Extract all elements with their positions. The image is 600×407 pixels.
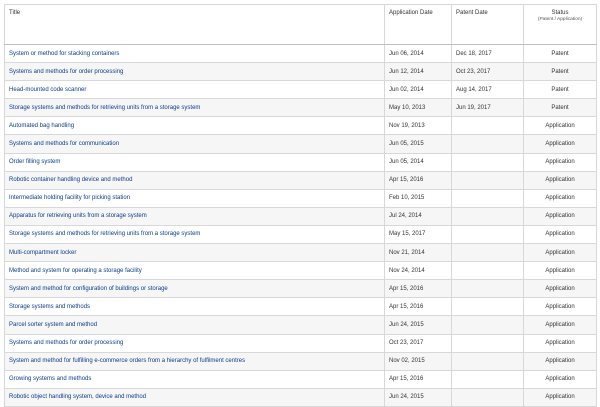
patent-date-cell (452, 316, 524, 334)
application-date-cell: Jun 12, 2014 (385, 63, 452, 81)
patent-title-link[interactable]: Multi-compartment locker (5, 244, 385, 262)
patent-title-link[interactable]: Storage systems and methods for retrieving units from a storage system (5, 99, 385, 117)
patent-date-cell: Oct 23, 2017 (452, 63, 524, 81)
table-row (5, 117, 597, 135)
table-row (5, 244, 597, 262)
status-cell: Application (524, 388, 597, 406)
table-row (5, 352, 597, 370)
application-date-cell: Jun 24, 2015 (385, 388, 452, 406)
status-cell: Application (524, 244, 597, 262)
application-date-cell: Apr 15, 2016 (385, 298, 452, 316)
status-cell: Application (524, 189, 597, 207)
status-cell: Application (524, 262, 597, 280)
application-date-column-header: Application Date (385, 5, 452, 45)
status-cell: Application (524, 171, 597, 189)
patent-date-cell (452, 262, 524, 280)
patent-date-cell (452, 244, 524, 262)
application-date-cell: Nov 21, 2014 (385, 244, 452, 262)
status-cell: Application (524, 225, 597, 243)
patent-date-cell (452, 153, 524, 171)
patent-date-cell (452, 334, 524, 352)
patent-date-cell (452, 171, 524, 189)
table-row (5, 298, 597, 316)
table-row (5, 225, 597, 243)
application-date-cell: Nov 24, 2014 (385, 262, 452, 280)
status-cell: Application (524, 298, 597, 316)
patent-title-link[interactable]: Automated bag handling (5, 117, 385, 135)
application-date-cell: Jun 05, 2014 (385, 153, 452, 171)
status-cell: Patent (524, 45, 597, 63)
application-date-cell: Feb 10, 2015 (385, 189, 452, 207)
status-header-label: Status (551, 10, 569, 16)
patent-date-cell: Aug 14, 2017 (452, 81, 524, 99)
status-cell: Application (524, 352, 597, 370)
patent-date-cell (452, 280, 524, 298)
status-cell: Application (524, 370, 597, 388)
table-row (5, 153, 597, 171)
patent-date-cell (452, 117, 524, 135)
table-row (5, 63, 597, 81)
patent-title-link[interactable]: Systems and methods for order processing (5, 63, 385, 81)
table-row (5, 262, 597, 280)
patent-title-link[interactable]: Apparatus for retrieving units from a storage system (5, 207, 385, 225)
table-row (5, 370, 597, 388)
patent-title-link[interactable]: Method and system for operating a storage facility (5, 262, 385, 280)
status-cell: Patent (524, 63, 597, 81)
table-row (5, 388, 597, 406)
status-cell: Application (524, 334, 597, 352)
table-row (5, 171, 597, 189)
patent-title-link[interactable]: Order filling system (5, 153, 385, 171)
application-date-cell: Jun 05, 2015 (385, 135, 452, 153)
patent-title-link[interactable]: Robotic object handling system, device and method (5, 388, 385, 406)
patent-title-link[interactable]: Growing systems and methods (5, 370, 385, 388)
application-date-cell: Jun 24, 2015 (385, 316, 452, 334)
patent-title-link[interactable]: Systems and methods for order processing (5, 334, 385, 352)
patent-title-link[interactable]: System and method for configuration of buildings or storage (5, 280, 385, 298)
patent-title-link[interactable]: Storage systems and methods (5, 298, 385, 316)
patent-title-link[interactable]: Intermediate holding facility for picking station (5, 189, 385, 207)
patent-date-cell (452, 352, 524, 370)
application-date-cell: Apr 15, 2016 (385, 171, 452, 189)
table-row (5, 207, 597, 225)
patent-title-link[interactable]: Storage systems and methods for retrieving units from a storage system (5, 225, 385, 243)
patents-table (4, 4, 597, 407)
status-header-sublabel: (Patent / Application) (537, 17, 583, 22)
table-row (5, 99, 597, 117)
patent-date-cell (452, 370, 524, 388)
status-cell: Application (524, 153, 597, 171)
table-row (5, 135, 597, 153)
status-cell: Patent (524, 81, 597, 99)
status-cell: Application (524, 280, 597, 298)
application-date-cell: Jul 24, 2014 (385, 207, 452, 225)
status-cell: Application (524, 207, 597, 225)
patent-date-cell (452, 135, 524, 153)
application-date-cell: Apr 15, 2016 (385, 280, 452, 298)
patent-date-cell: Jun 19, 2017 (452, 99, 524, 117)
table-row (5, 316, 597, 334)
patent-date-cell: Dec 18, 2017 (452, 45, 524, 63)
header-row (5, 5, 597, 45)
application-date-cell: Nov 19, 2013 (385, 117, 452, 135)
patent-title-link[interactable]: Systems and methods for communication (5, 135, 385, 153)
patent-date-cell (452, 388, 524, 406)
status-cell: Application (524, 135, 597, 153)
patent-title-link[interactable]: Head-mounted code scanner (5, 81, 385, 99)
table-row (5, 81, 597, 99)
table-row (5, 45, 597, 63)
table-header (5, 5, 597, 45)
status-cell: Application (524, 316, 597, 334)
table-row (5, 334, 597, 352)
table-body (5, 45, 597, 407)
patent-date-cell (452, 207, 524, 225)
patent-date-column-header: Patent Date (452, 5, 524, 45)
application-date-cell: Oct 23, 2017 (385, 334, 452, 352)
patent-title-link[interactable]: System or method for stacking containers (5, 45, 385, 63)
application-date-cell: Nov 02, 2015 (385, 352, 452, 370)
patent-title-link[interactable]: Parcel sorter system and method (5, 316, 385, 334)
patent-date-cell (452, 225, 524, 243)
patent-title-link[interactable]: Robotic container handling device and method (5, 171, 385, 189)
application-date-cell: May 10, 2013 (385, 99, 452, 117)
status-cell: Application (524, 117, 597, 135)
patent-title-link[interactable]: System and method for fulfilling e-commerce orders from a hierarchy of fulfilment centres (5, 352, 385, 370)
table-row (5, 189, 597, 207)
application-date-cell: May 15, 2017 (385, 225, 452, 243)
patent-date-cell (452, 298, 524, 316)
patent-date-cell (452, 189, 524, 207)
application-date-cell: Apr 15, 2016 (385, 370, 452, 388)
status-cell: Patent (524, 99, 597, 117)
status-column-header (524, 5, 597, 45)
table-row (5, 280, 597, 298)
title-column-header: Title (5, 5, 385, 45)
application-date-cell: Jun 06, 2014 (385, 45, 452, 63)
application-date-cell: Jun 02, 2014 (385, 81, 452, 99)
